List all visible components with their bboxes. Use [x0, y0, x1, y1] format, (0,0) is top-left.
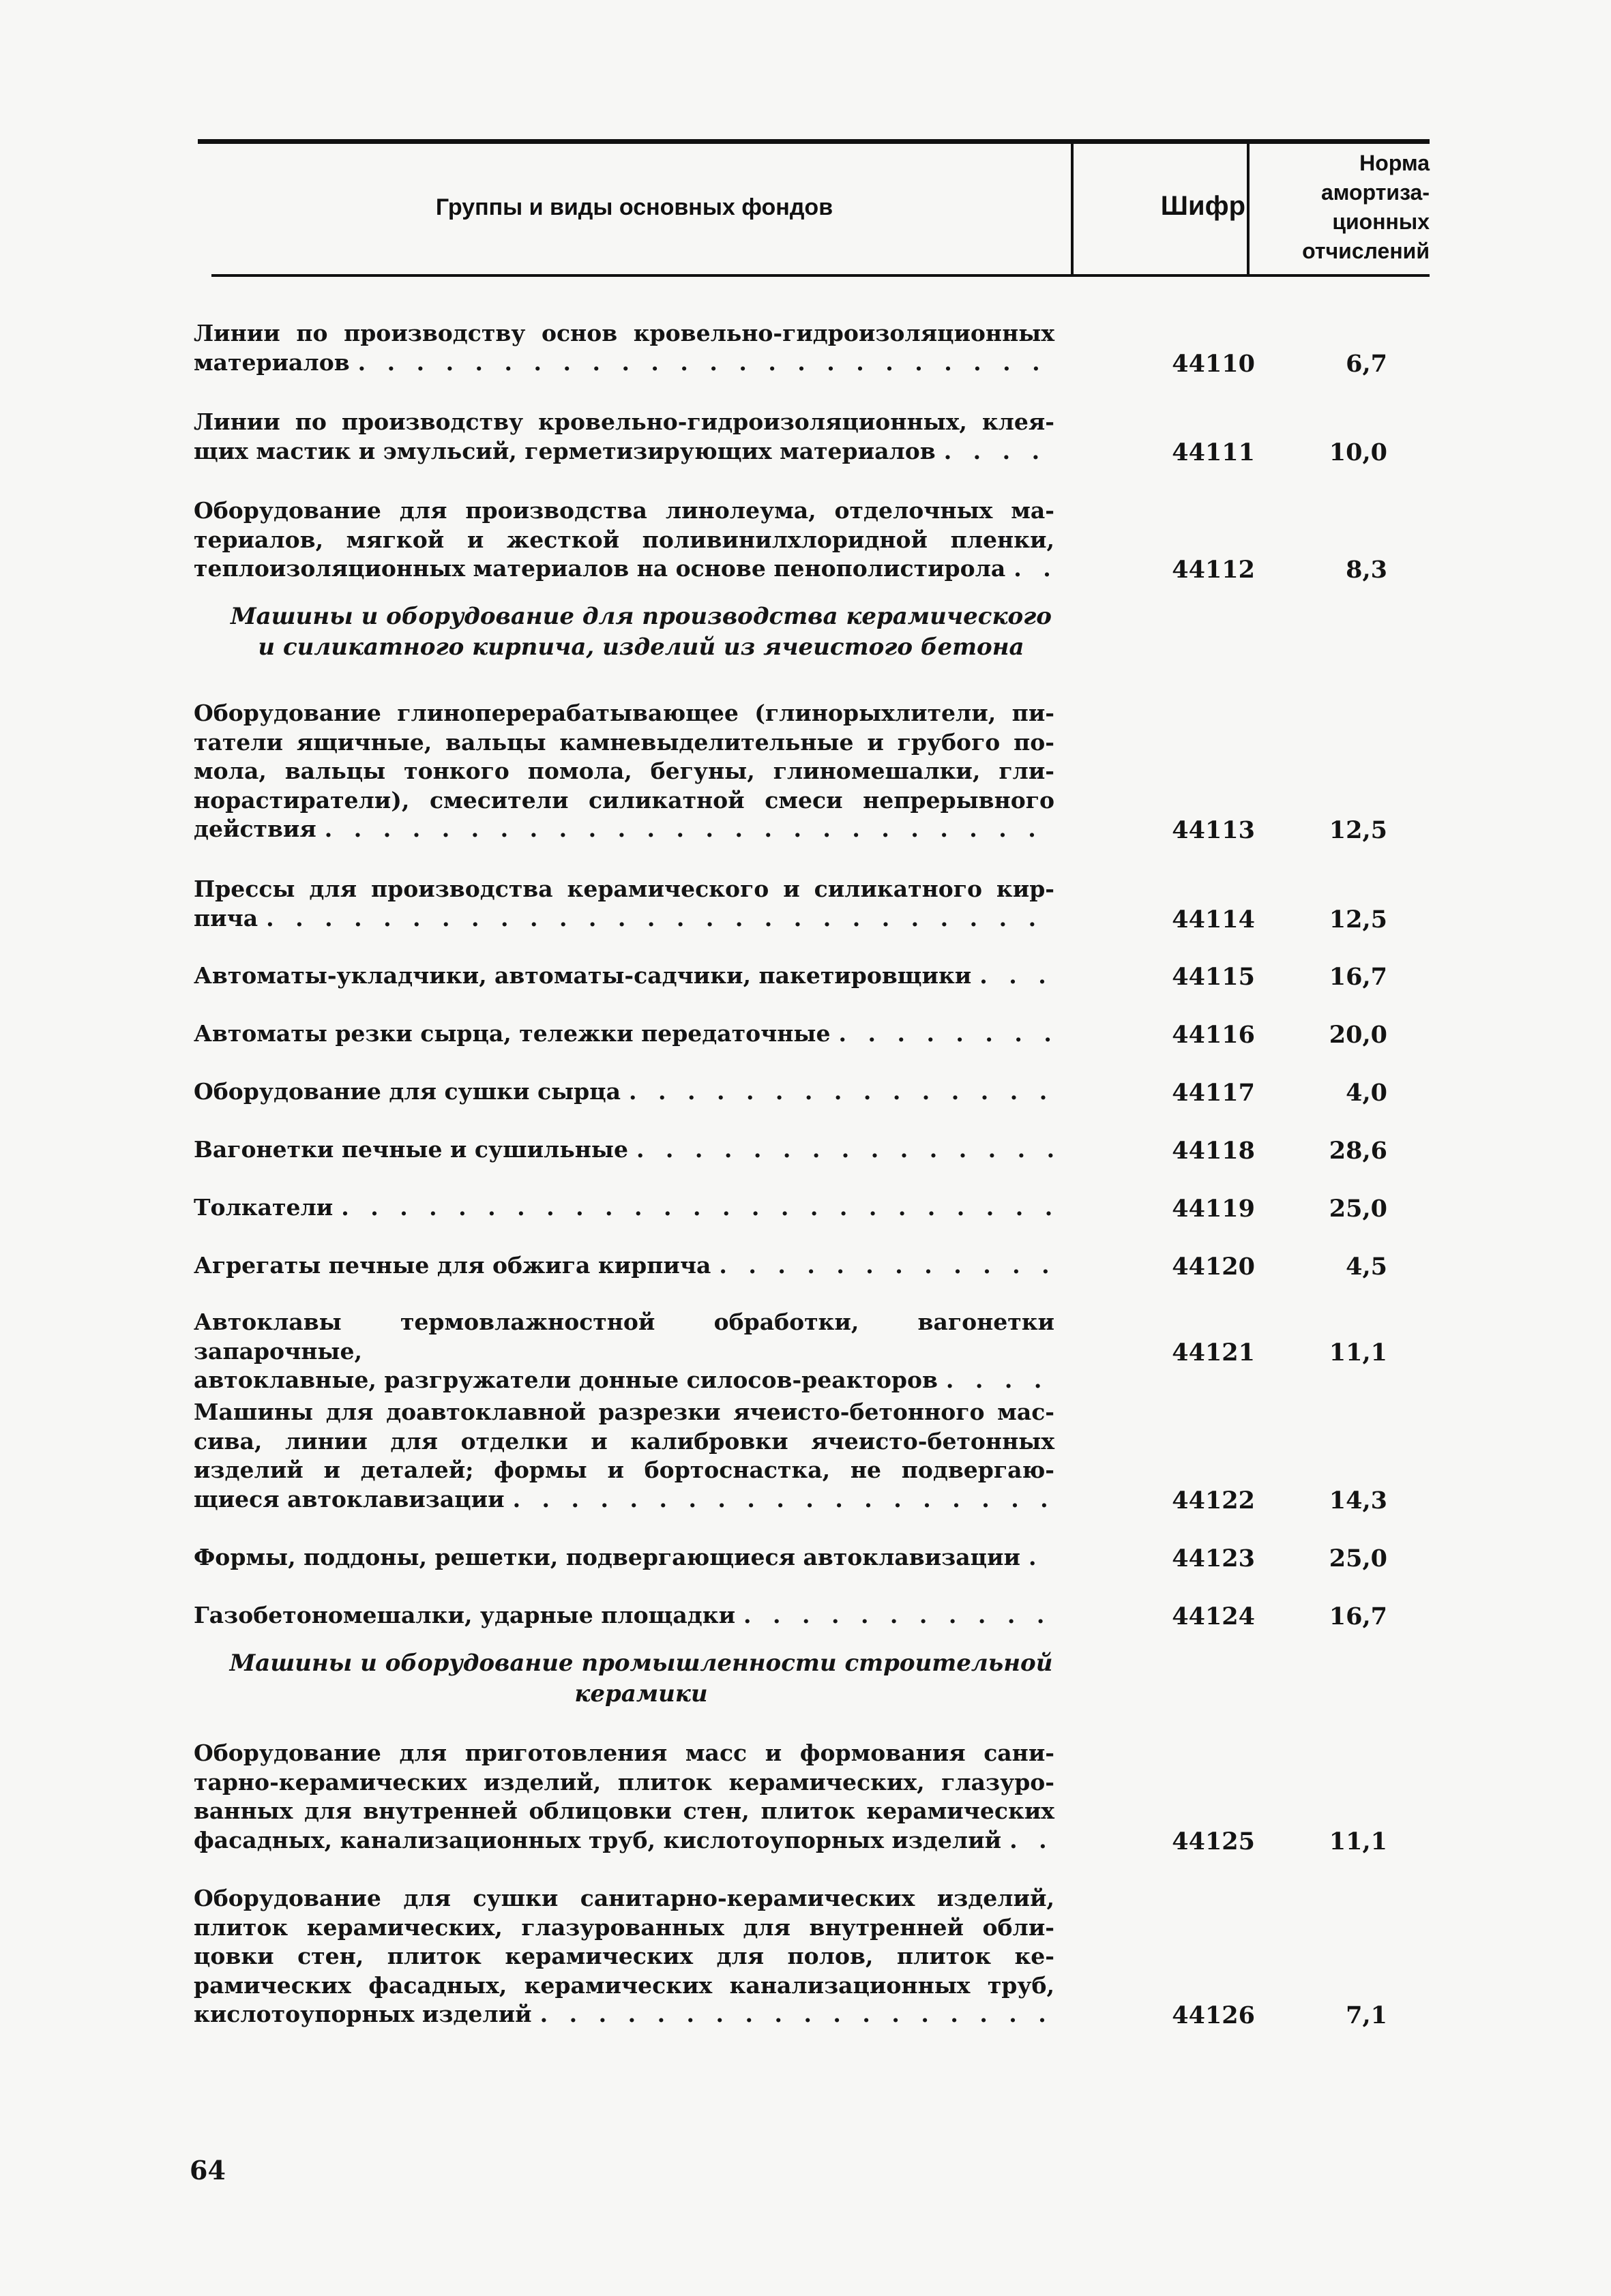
- row-description: [194, 699, 1054, 844]
- description-line: Агрегаты печные для обжига кирпича . . .: [194, 1251, 1054, 1281]
- leader-dots: [1029, 1543, 1054, 1572]
- description-line: татели ящичные, вальцы камневыделительные и грубого по-: [194, 728, 1054, 756]
- description-line: щих мастик и эмульсий, герметизирующих материалов . . .: [194, 437, 1054, 466]
- row-code: 44117: [1172, 1079, 1255, 1107]
- row-code: 44122: [1172, 1486, 1255, 1515]
- row-code: 44121: [1172, 1338, 1255, 1367]
- description-line: Оборудование для сушки санитарно-керамических изделий,: [194, 1885, 1054, 1911]
- description-line: Автоматы резки сырца, тележки передаточные . . .: [194, 1019, 1054, 1049]
- section-heading-line: Машины и оборудование для производства керамического: [231, 603, 1052, 630]
- row-description: [194, 961, 1054, 991]
- description-line: Оборудование для производства линолеума, отделочных ма-: [194, 497, 1054, 524]
- section-heading-line: и силикатного кирпича, изделий из ячеистого бетона: [258, 633, 1024, 661]
- header-divider-1: [1071, 139, 1074, 275]
- row-norm: 20,0: [1329, 1021, 1387, 1049]
- row-code: 44124: [1172, 1602, 1255, 1630]
- row-code: 44115: [1172, 963, 1255, 991]
- row-code: 44118: [1172, 1137, 1255, 1165]
- column-header-code: Шифр: [1160, 191, 1245, 221]
- row-description: [194, 1398, 1054, 1514]
- description-line: действия . . .: [194, 815, 1054, 844]
- description-line: мола, вальцы тонкого помола, бегуны, глиномешалки, гли-: [194, 758, 1054, 784]
- leader-dots: [325, 815, 1054, 844]
- description-line: изделий и деталей; формы и бортоснастка, не подвергаю-: [194, 1457, 1054, 1483]
- description-line: Вагонетки печные и сушильные . . .: [194, 1135, 1054, 1165]
- description-line: щиеся автоклавизации . . .: [194, 1485, 1054, 1515]
- row-norm: 11,1: [1329, 1827, 1387, 1855]
- leader-dots: [979, 961, 1054, 991]
- description-line: сива, линии для отделки и калибровки ячеисто-бетонных: [194, 1427, 1054, 1455]
- row-description: [194, 1739, 1054, 1855]
- leader-dots: [358, 348, 1054, 378]
- row-description: [194, 319, 1054, 377]
- row-code: 44125: [1172, 1827, 1255, 1855]
- norm-header-line: Норма: [1359, 151, 1430, 175]
- description-line: Линии по производству кровельно-гидроизоляционных, клея-: [194, 408, 1054, 435]
- description-line: Линии по производству основ кровельно-гидроизоляционных: [194, 320, 1054, 346]
- row-description: [194, 1193, 1054, 1223]
- description-line: Оборудование для приготовления масс и формования сани-: [194, 1740, 1054, 1766]
- row-description: [194, 496, 1054, 584]
- row-code: 44111: [1172, 438, 1255, 466]
- row-code: 44119: [1172, 1195, 1255, 1223]
- row-description: [194, 1884, 1054, 2029]
- row-code: 44123: [1172, 1545, 1255, 1572]
- norm-header-line: ционных: [1332, 209, 1430, 234]
- description-line: кислотоупорных изделий . . .: [194, 2000, 1054, 2029]
- row-norm: 25,0: [1329, 1545, 1387, 1572]
- leader-dots: [944, 437, 1054, 466]
- description-line: рамических фасадных, керамических канализационных труб,: [194, 1971, 1054, 1999]
- leader-dots: [513, 1485, 1054, 1515]
- column-header-groups: Группы и виды основных фондов: [435, 194, 833, 220]
- section-heading-line: Машины и оборудование промышленности строительной: [229, 1650, 1053, 1677]
- description-line: цовки стен, плиток керамических для полов, плиток ке-: [194, 1943, 1054, 1969]
- row-norm: 12,5: [1329, 905, 1387, 934]
- table-header-rule: [211, 274, 1430, 277]
- row-norm: 4,5: [1346, 1253, 1387, 1281]
- description-line: плиток керамических, глазурованных для внутренней обли-: [194, 1913, 1054, 1941]
- description-line: Формы, поддоны, решетки, подвергающиеся автоклавизации . . .: [194, 1543, 1054, 1572]
- row-code: 44113: [1172, 816, 1255, 844]
- description-line: норастиратели), смесители силикатной смеси непрерывного: [194, 786, 1054, 814]
- leader-dots: [1014, 554, 1054, 584]
- row-norm: 28,6: [1329, 1137, 1387, 1165]
- description-line: Машины для доавтоклавной разрезки ячеисто-бетонного мас-: [194, 1399, 1054, 1425]
- leader-dots: [540, 2000, 1054, 2029]
- row-norm: 16,7: [1329, 1602, 1387, 1630]
- description-line: теплоизоляционных материалов на основе пенополистирола . . .: [194, 554, 1054, 584]
- description-line: Автоматы-укладчики, автоматы-садчики, пакетировщики . . .: [194, 961, 1054, 991]
- row-description: [194, 875, 1054, 933]
- section-heading: [225, 1648, 1057, 1710]
- description-line: ванных для внутренней облицовки стен, плиток керамических: [194, 1798, 1054, 1824]
- description-line: материалов . . .: [194, 348, 1054, 378]
- row-description: [194, 1135, 1054, 1165]
- description-line: териалов, мягкой и жесткой поливинилхлоридной пленки,: [194, 526, 1054, 553]
- norm-header-line: амортиза-: [1321, 180, 1430, 205]
- column-header-norm: [1251, 149, 1430, 266]
- description-line: Оборудование глиноперерабатывающее (глинорыхлители, пи-: [194, 700, 1054, 726]
- description-line: Газобетономешалки, ударные площадки . . .: [194, 1601, 1054, 1630]
- section-heading: [225, 601, 1057, 663]
- row-code: 44110: [1172, 349, 1255, 378]
- row-code: 44116: [1172, 1021, 1255, 1049]
- row-norm: 16,7: [1329, 963, 1387, 991]
- leader-dots: [946, 1366, 1054, 1395]
- row-description: [194, 408, 1054, 466]
- description-line: пича . . .: [194, 904, 1054, 934]
- row-norm: 14,3: [1329, 1486, 1387, 1515]
- description-line: фасадных, канализационных труб, кислотоупорных изделий . . .: [194, 1826, 1054, 1855]
- row-norm: 7,1: [1346, 2001, 1387, 2029]
- leader-dots: [839, 1019, 1054, 1049]
- row-norm: 8,3: [1346, 556, 1387, 584]
- leader-dots: [629, 1077, 1054, 1107]
- leader-dots: [341, 1193, 1054, 1223]
- row-description: [194, 1601, 1054, 1630]
- row-description: [194, 1543, 1054, 1572]
- description-line: тарно-керамических изделий, плиток керамических, глазуро-: [194, 1768, 1054, 1795]
- description-line: автоклавные, разгружатели донные силосов-реакторов . . .: [194, 1366, 1054, 1395]
- description-line: Автоклавы термовлажностной обработки, вагонетки запарочные,: [194, 1309, 1054, 1365]
- row-code: 44114: [1172, 905, 1255, 934]
- leader-dots: [1009, 1826, 1054, 1855]
- row-norm: 25,0: [1329, 1195, 1387, 1223]
- row-code: 44112: [1172, 556, 1255, 584]
- header-divider-2: [1247, 139, 1250, 275]
- table-top-rule: [198, 139, 1430, 144]
- leader-dots: [636, 1135, 1054, 1165]
- row-norm: 4,0: [1346, 1079, 1387, 1107]
- row-description: [194, 1077, 1054, 1107]
- row-description: [194, 1019, 1054, 1049]
- norm-header-line: отчислений: [1302, 239, 1430, 263]
- row-norm: 12,5: [1329, 816, 1387, 844]
- leader-dots: [719, 1251, 1054, 1281]
- page-number: 64: [190, 2155, 226, 2186]
- description-line: Оборудование для сушки сырца . . .: [194, 1077, 1054, 1107]
- row-code: 44126: [1172, 2001, 1255, 2029]
- row-norm: 10,0: [1329, 438, 1387, 466]
- row-norm: 6,7: [1346, 349, 1387, 378]
- description-line: Толкатели . . .: [194, 1193, 1054, 1223]
- row-description: [194, 1251, 1054, 1281]
- row-code: 44120: [1172, 1253, 1255, 1281]
- row-norm: 11,1: [1329, 1338, 1387, 1367]
- description-line: Прессы для производства керамического и силикатного кир-: [194, 876, 1054, 902]
- leader-dots: [743, 1601, 1054, 1630]
- leader-dots: [266, 904, 1054, 934]
- section-heading-line: керамики: [574, 1680, 708, 1708]
- row-description: [194, 1308, 1054, 1395]
